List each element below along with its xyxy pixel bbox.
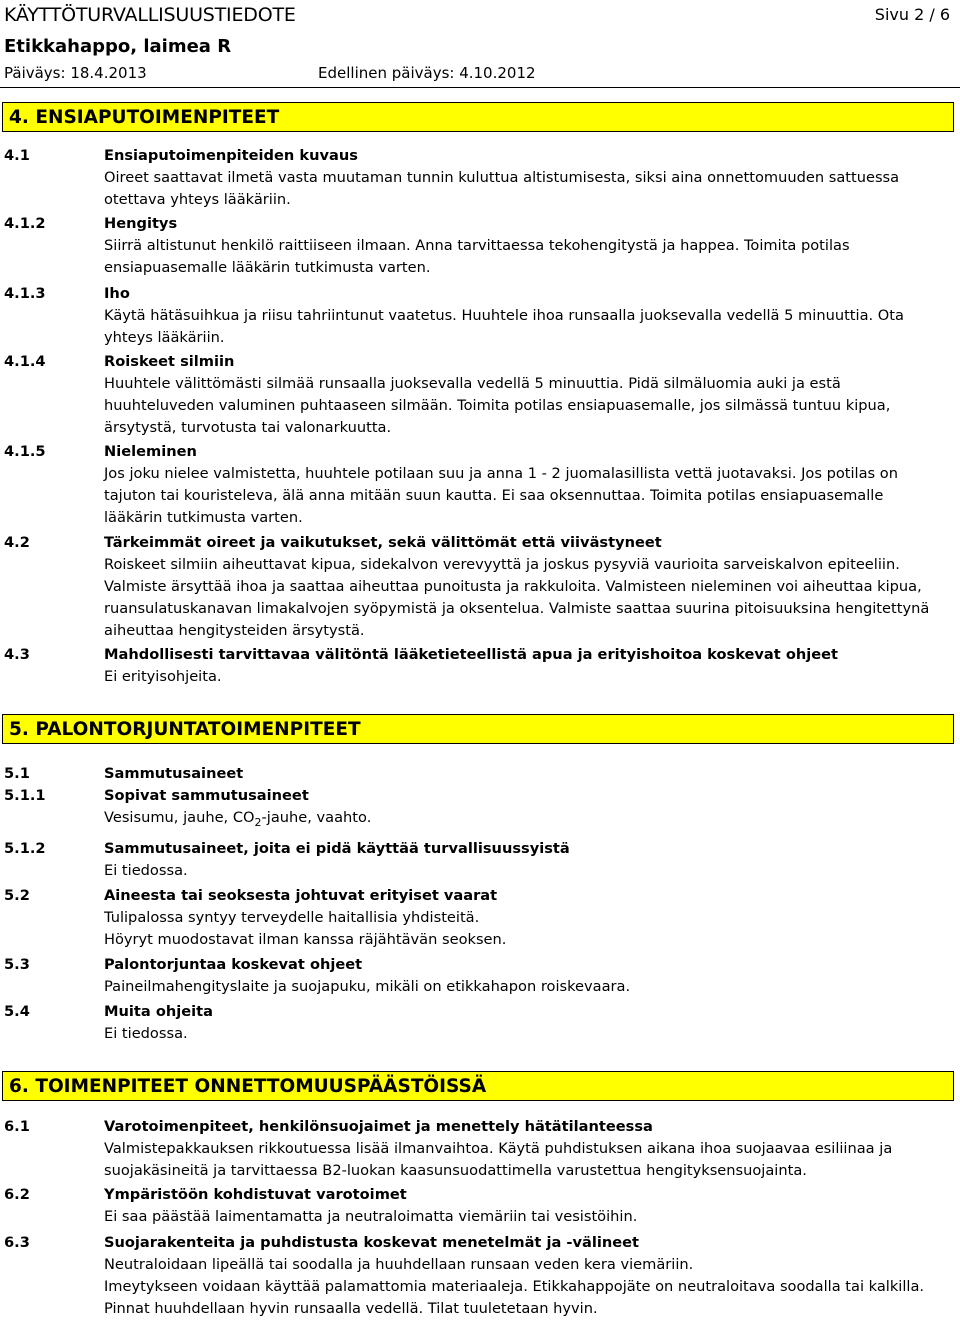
item-4-1-3 bbox=[104, 283, 940, 349]
item-text: Imeytykseen voidaan käyttää palamattomia materiaaleja. Etikkahappojäte on neutraloitava soodalla tai kalkilla. Pinnat huuhdellaan hyvin runsaalla vedellä. Tilat tuuletetaan hyvin. bbox=[104, 1278, 925, 1317]
item-6-3 bbox=[104, 1232, 940, 1320]
item-text: Vesisumu, jauhe, $CO_2$-jauhe, vaahto. bbox=[104, 809, 372, 829]
item-text: Ei tiedossa. bbox=[104, 1025, 188, 1042]
item-number: 4.1.2 bbox=[4, 215, 46, 232]
section-5-heading: 5. PALONTORJUNTATOIMENPITEET bbox=[2, 714, 954, 744]
item-heading: Nieleminen bbox=[104, 443, 197, 460]
item-number: 4.1.3 bbox=[4, 285, 46, 302]
item-number: 6.2 bbox=[4, 1186, 30, 1203]
item-6-2 bbox=[104, 1184, 940, 1228]
item-5-4 bbox=[104, 1001, 940, 1045]
item-number: 4.2 bbox=[4, 534, 30, 551]
item-heading: Sopivat sammutusaineet bbox=[104, 787, 309, 804]
item-5-1-2 bbox=[104, 838, 940, 882]
item-heading: Varotoimenpiteet, henkilönsuojaimet ja menettely hätätilanteessa bbox=[104, 1118, 653, 1135]
item-heading: Ympäristöön kohdistuvat varotoimet bbox=[104, 1186, 407, 1203]
section-4-heading: 4. ENSIAPUTOIMENPITEET bbox=[2, 102, 954, 132]
item-heading: Aineesta tai seoksesta johtuvat erityiset vaarat bbox=[104, 887, 498, 904]
item-text: Ei saa päästää laimentamatta ja neutraloimatta viemäriin tai vesistöihin. bbox=[104, 1208, 638, 1225]
item-heading: Sammutusaineet, joita ei pidä käyttää turvallisuussyistä bbox=[104, 840, 570, 857]
item-heading: Hengitys bbox=[104, 215, 178, 232]
item-heading: Ensiaputoimenpiteiden kuvaus bbox=[104, 147, 358, 164]
item-heading: Sammutusaineet bbox=[104, 765, 244, 782]
item-number: 5.2 bbox=[4, 887, 30, 904]
item-text: Paineilmahengityslaite ja suojapuku, mikäli on etikkahapon roiskevaara. bbox=[104, 978, 631, 995]
item-4-1-4 bbox=[104, 351, 940, 439]
item-heading: Iho bbox=[104, 285, 130, 302]
header-divider bbox=[0, 87, 960, 88]
previous-date: Edellinen päiväys: 4.10.2012 bbox=[318, 64, 536, 82]
item-heading: Roiskeet silmiin bbox=[104, 353, 235, 370]
item-5-1-1 bbox=[104, 785, 940, 834]
item-text: Valmistepakkauksen rikkoutuessa lisää ilmanvaihtoa. Käytä puhdistuksen aikana ihoa suojaavaa esiliinaa ja suojakäsineitä ja tarvittaessa B2-luokan kaasunsuodattimella varustettua hengityksensuojainta. bbox=[104, 1140, 893, 1179]
item-text: Ei erityisohjeita. bbox=[104, 668, 222, 685]
item-text: Siirrä altistunut henkilö raittiiseen ilmaan. Anna tarvittaessa tekohengitystä ja happea. Toimita potilas ensiapuasemalle lääkärin tutkimusta varten. bbox=[104, 237, 850, 276]
item-5-1 bbox=[104, 763, 940, 785]
item-heading: Mahdollisesti tarvittavaa välitöntä lääketieteellistä apua ja erityishoitoa koskevat ohjeet bbox=[104, 646, 839, 663]
item-text: Tulipalossa syntyy terveydelle haitallisia yhdisteitä. bbox=[104, 909, 480, 926]
item-4-1-5 bbox=[104, 441, 940, 529]
item-4-2 bbox=[104, 532, 940, 642]
item-number: 4.3 bbox=[4, 646, 30, 663]
product-name: Etikkahappo, laimea R bbox=[4, 36, 232, 57]
item-5-3 bbox=[104, 954, 940, 998]
item-4-1-2 bbox=[104, 213, 940, 279]
item-heading: Suojarakenteita ja puhdistusta koskevat menetelmät ja -välineet bbox=[104, 1234, 640, 1251]
item-6-1 bbox=[104, 1116, 940, 1182]
section-6-heading: 6. TOIMENPITEET ONNETTOMUUSPÄÄSTÖISSÄ bbox=[2, 1071, 954, 1101]
item-number: 4.1.5 bbox=[4, 443, 46, 460]
item-text: Höyryt muodostavat ilman kanssa räjähtävän seoksen. bbox=[104, 931, 507, 948]
item-number: 5.3 bbox=[4, 956, 30, 973]
item-heading: Palontorjuntaa koskevat ohjeet bbox=[104, 956, 363, 973]
item-number: 6.1 bbox=[4, 1118, 30, 1135]
item-text: Oireet saattavat ilmetä vasta muutaman tunnin kuluttua altistumisesta, siksi aina onnettomuuden sattuessa otettava yhteys lääkäriin. bbox=[104, 169, 900, 208]
item-number: 4.1 bbox=[4, 147, 30, 164]
document-title: KÄYTTÖTURVALLISUUSTIEDOTE bbox=[4, 4, 296, 26]
issue-date: Päiväys: 18.4.2013 bbox=[4, 64, 147, 82]
item-4-1 bbox=[104, 145, 940, 211]
item-4-3 bbox=[104, 644, 940, 688]
item-text: Käytä hätäsuihkua ja riisu tahriintunut vaatetus. Huuhtele ihoa runsaalla juoksevalla vedellä 5 minuuttia. Ota yhteys lääkäriin. bbox=[104, 307, 904, 346]
item-5-2 bbox=[104, 885, 940, 951]
item-text: Neutraloidaan lipeällä tai soodalla ja huuhdellaan runsaan veden kera viemäriin. bbox=[104, 1256, 694, 1273]
item-number: 5.1.1 bbox=[4, 787, 46, 804]
item-heading: Tärkeimmät oireet ja vaikutukset, sekä välittömät että viivästyneet bbox=[104, 534, 662, 551]
item-number: 6.3 bbox=[4, 1234, 30, 1251]
item-text: Ei tiedossa. bbox=[104, 862, 188, 879]
item-number: 4.1.4 bbox=[4, 353, 46, 370]
item-text: Huuhtele välittömästi silmää runsaalla juoksevalla vedellä 5 minuuttia. Pidä silmäluomia auki ja estä huuhteluveden valuminen puhtaaseen silmään. Toimita potilas ensiapuasemalle, jos silmässä tuntuu kipua, ärsytystä, turvotusta tai valonarkuutta. bbox=[104, 375, 891, 436]
item-number: 5.1 bbox=[4, 765, 30, 782]
item-text: Jos joku nielee valmistetta, huuhtele potilaan suu ja anna 1 - 2 juomalasillista vettä juotavaksi. Jos potilas on tajuton tai kouristeleva, älä anna mitään suun kautta. Ei saa oksennuttaa. Toimita potilas ensiapuasemalle lääkärin tutkimusta varten. bbox=[104, 465, 898, 526]
item-text: Roiskeet silmiin aiheuttavat kipua, sidekalvon verevyyttä ja joskus pysyviä vaurioita sarveiskalvon epiteeliin. Valmiste ärsyttää ihoa ja saattaa aiheuttaa punoitusta ja rakkuloita. Valmisteen nieleminen voi aiheuttaa kipua, ruansulatuskanavan limakalvojen syöpymistä ja oksentelua. Valmiste saattaa suurina pitoisuuksina hengitettynä aiheuttaa hengitysteiden ärsytystä. bbox=[104, 556, 930, 639]
page-number: Sivu 2 / 6 bbox=[874, 5, 950, 24]
item-number: 5.4 bbox=[4, 1003, 30, 1020]
item-number: 5.1.2 bbox=[4, 840, 46, 857]
item-heading: Muita ohjeita bbox=[104, 1003, 213, 1020]
